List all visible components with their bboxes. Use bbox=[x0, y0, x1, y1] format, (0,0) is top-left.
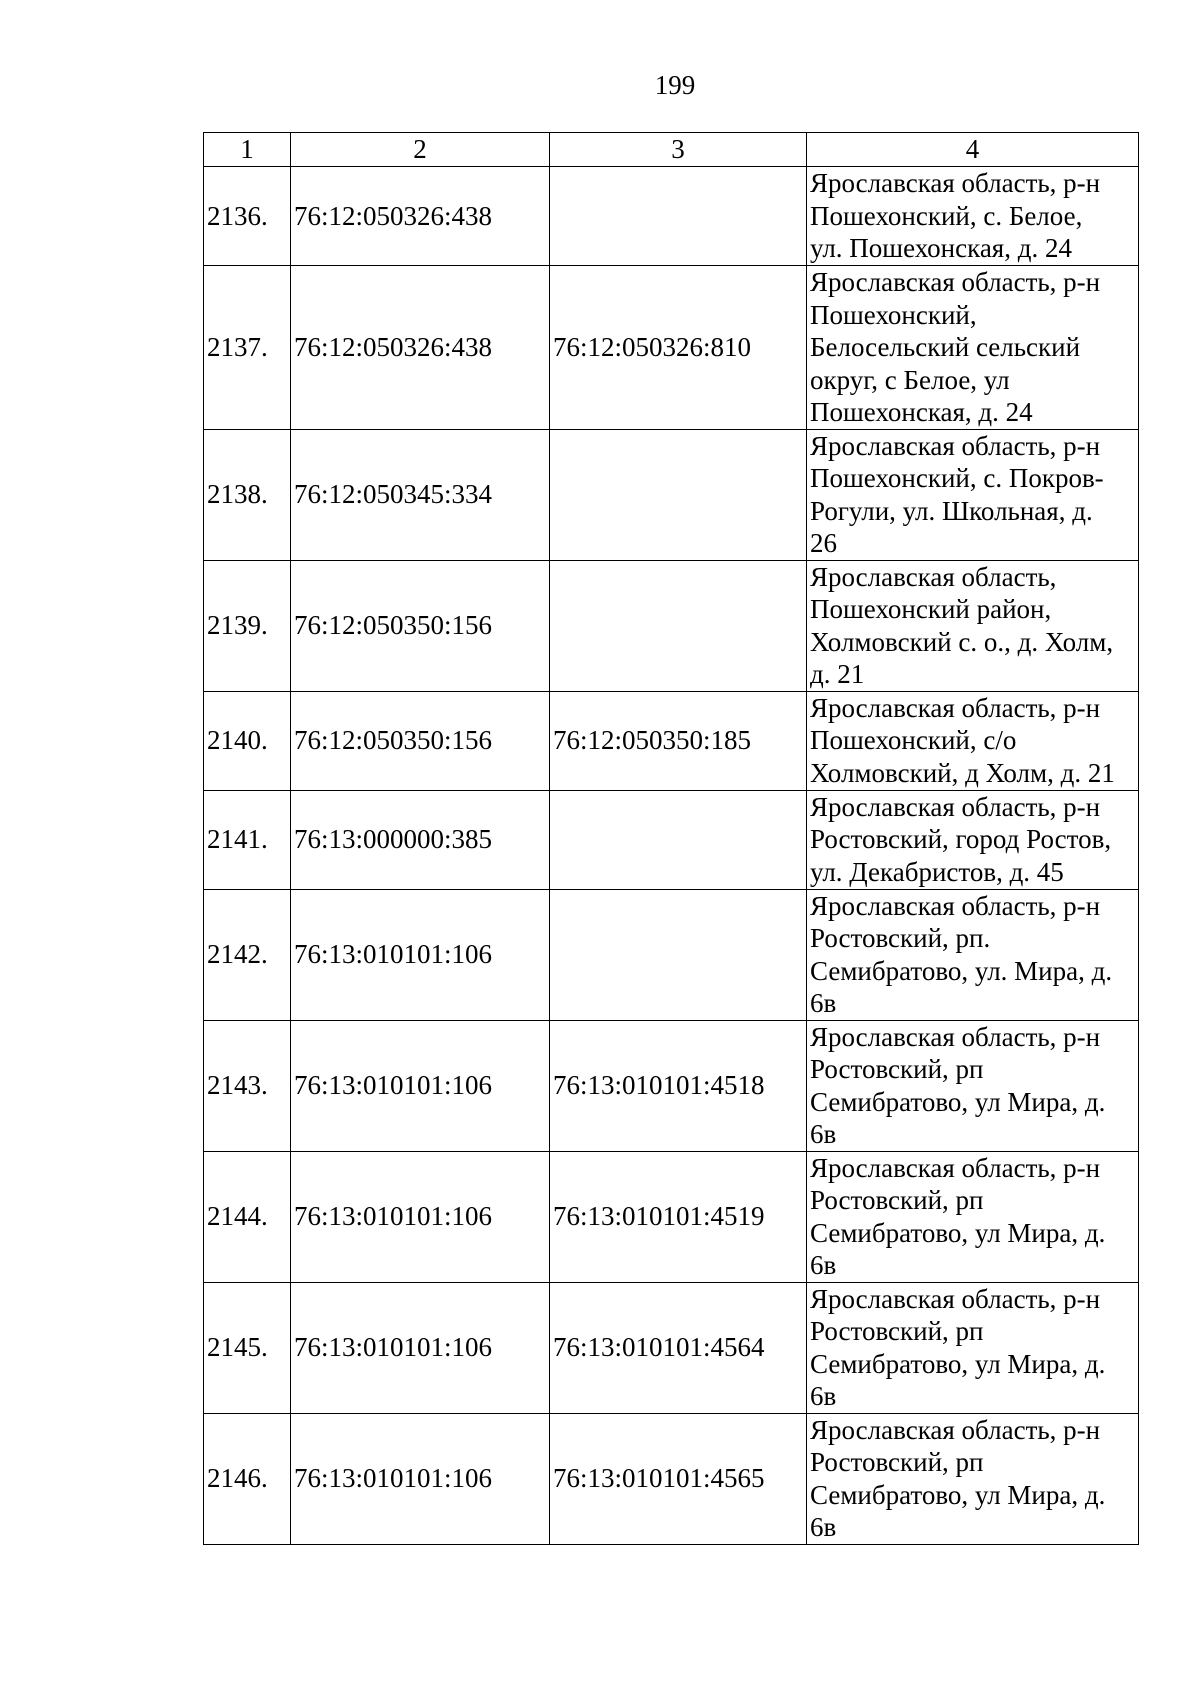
object-number-cell: 76:13:010101:4564 bbox=[550, 1282, 807, 1413]
parcel-number-cell: 76:13:010101:106 bbox=[291, 1282, 550, 1413]
address-line: Ростовский, рп bbox=[810, 1185, 984, 1215]
row-number-cell: 2139. bbox=[204, 560, 291, 691]
parcel-number-cell: 76:13:000000:385 bbox=[291, 790, 550, 889]
address-line: Пошехонская, д. 24 bbox=[810, 397, 1033, 427]
address-line: Ярославская область, р-н bbox=[810, 791, 1101, 822]
row-number-cell: 2136. bbox=[204, 167, 291, 266]
address-cell bbox=[807, 889, 1139, 1020]
address-line: Пошехонский, bbox=[810, 299, 977, 330]
registry-table bbox=[203, 132, 1139, 1545]
parcel-number-cell: 76:12:050326:438 bbox=[291, 266, 550, 430]
table-row bbox=[204, 167, 1139, 266]
table-row bbox=[204, 1282, 1139, 1413]
row-number-cell: 2138. bbox=[204, 429, 291, 560]
address-line: Семибратово, ул Мира, д. bbox=[810, 1217, 1106, 1248]
address-line: Ростовский, рп bbox=[810, 1316, 984, 1346]
address-line: Семибратово, ул Мира, д. bbox=[810, 1479, 1106, 1510]
table-row bbox=[204, 560, 1139, 691]
address-line: Пошехонский, с. Белое, bbox=[810, 200, 1083, 231]
table-row bbox=[204, 691, 1139, 790]
address-line: Ярославская область, р-н bbox=[810, 1152, 1101, 1183]
address-line: ул. Декабристов, д. 45 bbox=[810, 856, 1064, 887]
object-number-cell bbox=[550, 167, 807, 266]
address-line: д. 21 bbox=[810, 659, 865, 689]
row-number-cell: 2143. bbox=[204, 1020, 291, 1151]
address-line: Ярославская область, р-н bbox=[810, 890, 1101, 921]
address-line: Белосельский сельский bbox=[810, 332, 1081, 362]
row-number-cell: 2144. bbox=[204, 1151, 291, 1282]
table-body bbox=[204, 167, 1139, 1545]
parcel-number-cell: 76:12:050345:334 bbox=[291, 429, 550, 560]
address-cell bbox=[807, 1020, 1139, 1151]
address-line: Ростовский, город Ростов, bbox=[810, 824, 1112, 855]
address-line: 26 bbox=[810, 528, 837, 558]
address-line: Семибратово, ул. Мира, д. bbox=[810, 955, 1113, 986]
object-number-cell: 76:12:050326:810 bbox=[550, 266, 807, 430]
object-number-cell bbox=[550, 429, 807, 560]
address-cell bbox=[807, 1282, 1139, 1413]
address-line: Ярославская область, р-н bbox=[810, 692, 1101, 723]
address-cell bbox=[807, 1413, 1139, 1544]
object-number-cell bbox=[550, 560, 807, 691]
column-header-2: 2 bbox=[291, 133, 550, 167]
address-line: 6в bbox=[810, 988, 837, 1018]
row-number-cell: 2145. bbox=[204, 1282, 291, 1413]
address-line: ул. Пошехонская, д. 24 bbox=[810, 233, 1072, 264]
address-line: 6в bbox=[810, 1512, 837, 1542]
table-row bbox=[204, 1151, 1139, 1282]
column-header-4: 4 bbox=[807, 133, 1139, 167]
address-cell bbox=[807, 266, 1139, 430]
table-row bbox=[204, 1020, 1139, 1151]
object-number-cell: 76:13:010101:4518 bbox=[550, 1020, 807, 1151]
address-line: Ростовский, рп bbox=[810, 1054, 984, 1084]
object-number-cell: 76:12:050350:185 bbox=[550, 691, 807, 790]
parcel-number-cell: 76:12:050350:156 bbox=[291, 691, 550, 790]
address-line: Ярославская область, р-н bbox=[810, 1283, 1101, 1314]
object-number-cell bbox=[550, 889, 807, 1020]
parcel-number-cell: 76:13:010101:106 bbox=[291, 1413, 550, 1544]
address-line: Ростовский, рп bbox=[810, 1447, 984, 1477]
object-number-cell: 76:13:010101:4565 bbox=[550, 1413, 807, 1544]
address-line: Рогули, ул. Школьная, д. bbox=[810, 495, 1093, 526]
parcel-number-cell: 76:12:050326:438 bbox=[291, 167, 550, 266]
address-line: Пошехонский, с. Покров- bbox=[810, 463, 1104, 493]
parcel-number-cell: 76:12:050350:156 bbox=[291, 560, 550, 691]
object-number-cell bbox=[550, 790, 807, 889]
address-cell bbox=[807, 1151, 1139, 1282]
address-cell bbox=[807, 560, 1139, 691]
address-line: округ, с Белое, ул bbox=[810, 364, 1010, 395]
address-cell bbox=[807, 691, 1139, 790]
table-row bbox=[204, 790, 1139, 889]
parcel-number-cell: 76:13:010101:106 bbox=[291, 1151, 550, 1282]
address-line: Ярославская область, р-н bbox=[810, 168, 1101, 199]
parcel-number-cell: 76:13:010101:106 bbox=[291, 1020, 550, 1151]
table-row bbox=[204, 889, 1139, 1020]
parcel-number-cell: 76:13:010101:106 bbox=[291, 889, 550, 1020]
address-line: Семибратово, ул Мира, д. bbox=[810, 1086, 1106, 1117]
address-line: Ярославская область, р-н bbox=[810, 430, 1101, 461]
row-number-cell: 2137. bbox=[204, 266, 291, 430]
address-line: Пошехонский, с/о bbox=[810, 725, 1017, 756]
address-line: Семибратово, ул Мира, д. bbox=[810, 1348, 1106, 1379]
address-cell bbox=[807, 429, 1139, 560]
address-line: 6в bbox=[810, 1381, 837, 1411]
row-number-cell: 2141. bbox=[204, 790, 291, 889]
table-row bbox=[204, 429, 1139, 560]
row-number-cell: 2142. bbox=[204, 889, 291, 1020]
address-line: Холмовский, д Холм, д. 21 bbox=[810, 757, 1115, 788]
address-line: 6в bbox=[810, 1250, 837, 1280]
address-line: Ростовский, рп. bbox=[810, 923, 991, 953]
address-line: Ярославская область, р-н bbox=[810, 1021, 1101, 1052]
address-line: Ярославская область, р-н bbox=[810, 267, 1101, 297]
column-header-1: 1 bbox=[204, 133, 291, 167]
table-row bbox=[204, 1413, 1139, 1544]
row-number-cell: 2146. bbox=[204, 1413, 291, 1544]
object-number-cell: 76:13:010101:4519 bbox=[550, 1151, 807, 1282]
address-line: 6в bbox=[810, 1119, 837, 1149]
address-line: Холмовский с. о., д. Холм, bbox=[810, 626, 1114, 657]
address-line: Ярославская область, bbox=[810, 561, 1057, 592]
address-cell bbox=[807, 790, 1139, 889]
address-line: Ярославская область, р-н bbox=[810, 1414, 1101, 1445]
address-cell bbox=[807, 167, 1139, 266]
page-number: 199 bbox=[654, 70, 696, 100]
address-line: Пошехонский район, bbox=[810, 594, 1052, 624]
header-row bbox=[204, 133, 1139, 167]
table-row bbox=[204, 266, 1139, 430]
column-header-3: 3 bbox=[550, 133, 807, 167]
row-number-cell: 2140. bbox=[204, 691, 291, 790]
